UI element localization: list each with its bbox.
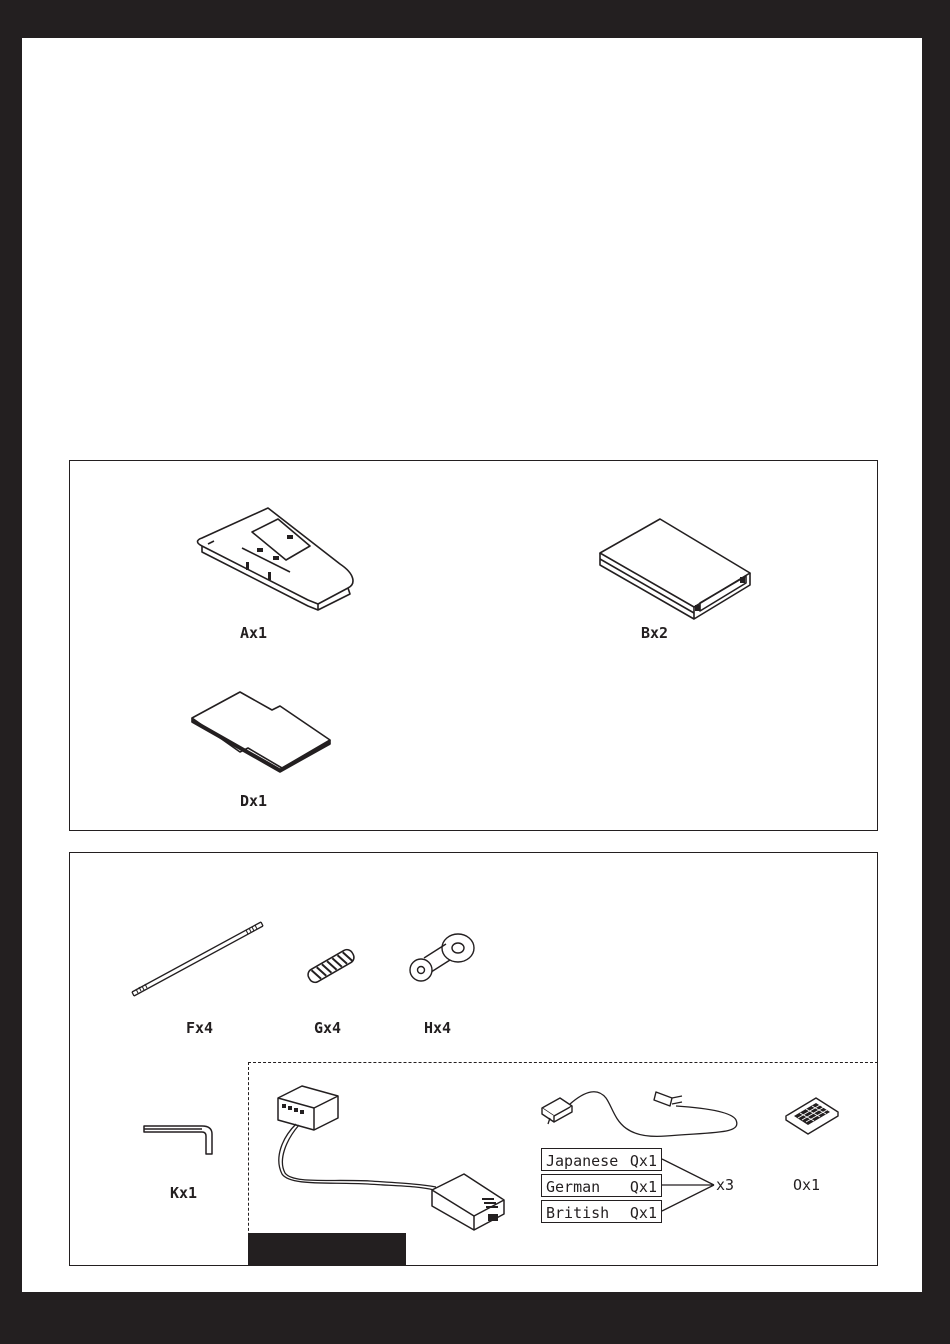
keypad-card-icon: [782, 1094, 842, 1136]
plug-qty-german: Qx1: [629, 1178, 657, 1196]
part-label-b: Bx2: [641, 624, 669, 642]
part-label-d: Dx1: [240, 792, 268, 810]
part-label-g: Gx4: [314, 1019, 342, 1037]
battery-box-part-icon: [596, 515, 756, 615]
plug-japanese-row: [541, 1148, 662, 1171]
plug-name-japanese: Japanese: [546, 1152, 619, 1170]
dowel-pin-icon: [302, 946, 360, 986]
front-cover-part-icon: [190, 502, 365, 607]
multiplier-label: x3: [716, 1176, 735, 1194]
hex-key-icon: [142, 1122, 216, 1158]
plug-qty-british: Qx1: [629, 1204, 657, 1222]
bracket-lines: [660, 1155, 720, 1215]
part-label-k: Kx1: [170, 1184, 198, 1202]
part-label-h: Hx4: [424, 1019, 452, 1037]
plug-qty-japanese: Qx1: [629, 1152, 657, 1170]
threaded-rod-icon: [128, 918, 266, 1000]
plug-name-british: British: [546, 1204, 610, 1222]
plug-german-row: [541, 1174, 662, 1197]
plug-name-german: German: [546, 1178, 601, 1196]
plug-british-row: [541, 1200, 662, 1223]
power-cord-icon: [536, 1084, 744, 1144]
part-label-a: Ax1: [240, 624, 268, 642]
part-label-f: Fx4: [186, 1019, 214, 1037]
part-label-o: Ox1: [793, 1176, 821, 1194]
plate-part-icon: [190, 690, 330, 775]
charger-adapter-icon: [268, 1078, 508, 1240]
screw-washer-icon: [402, 930, 478, 990]
